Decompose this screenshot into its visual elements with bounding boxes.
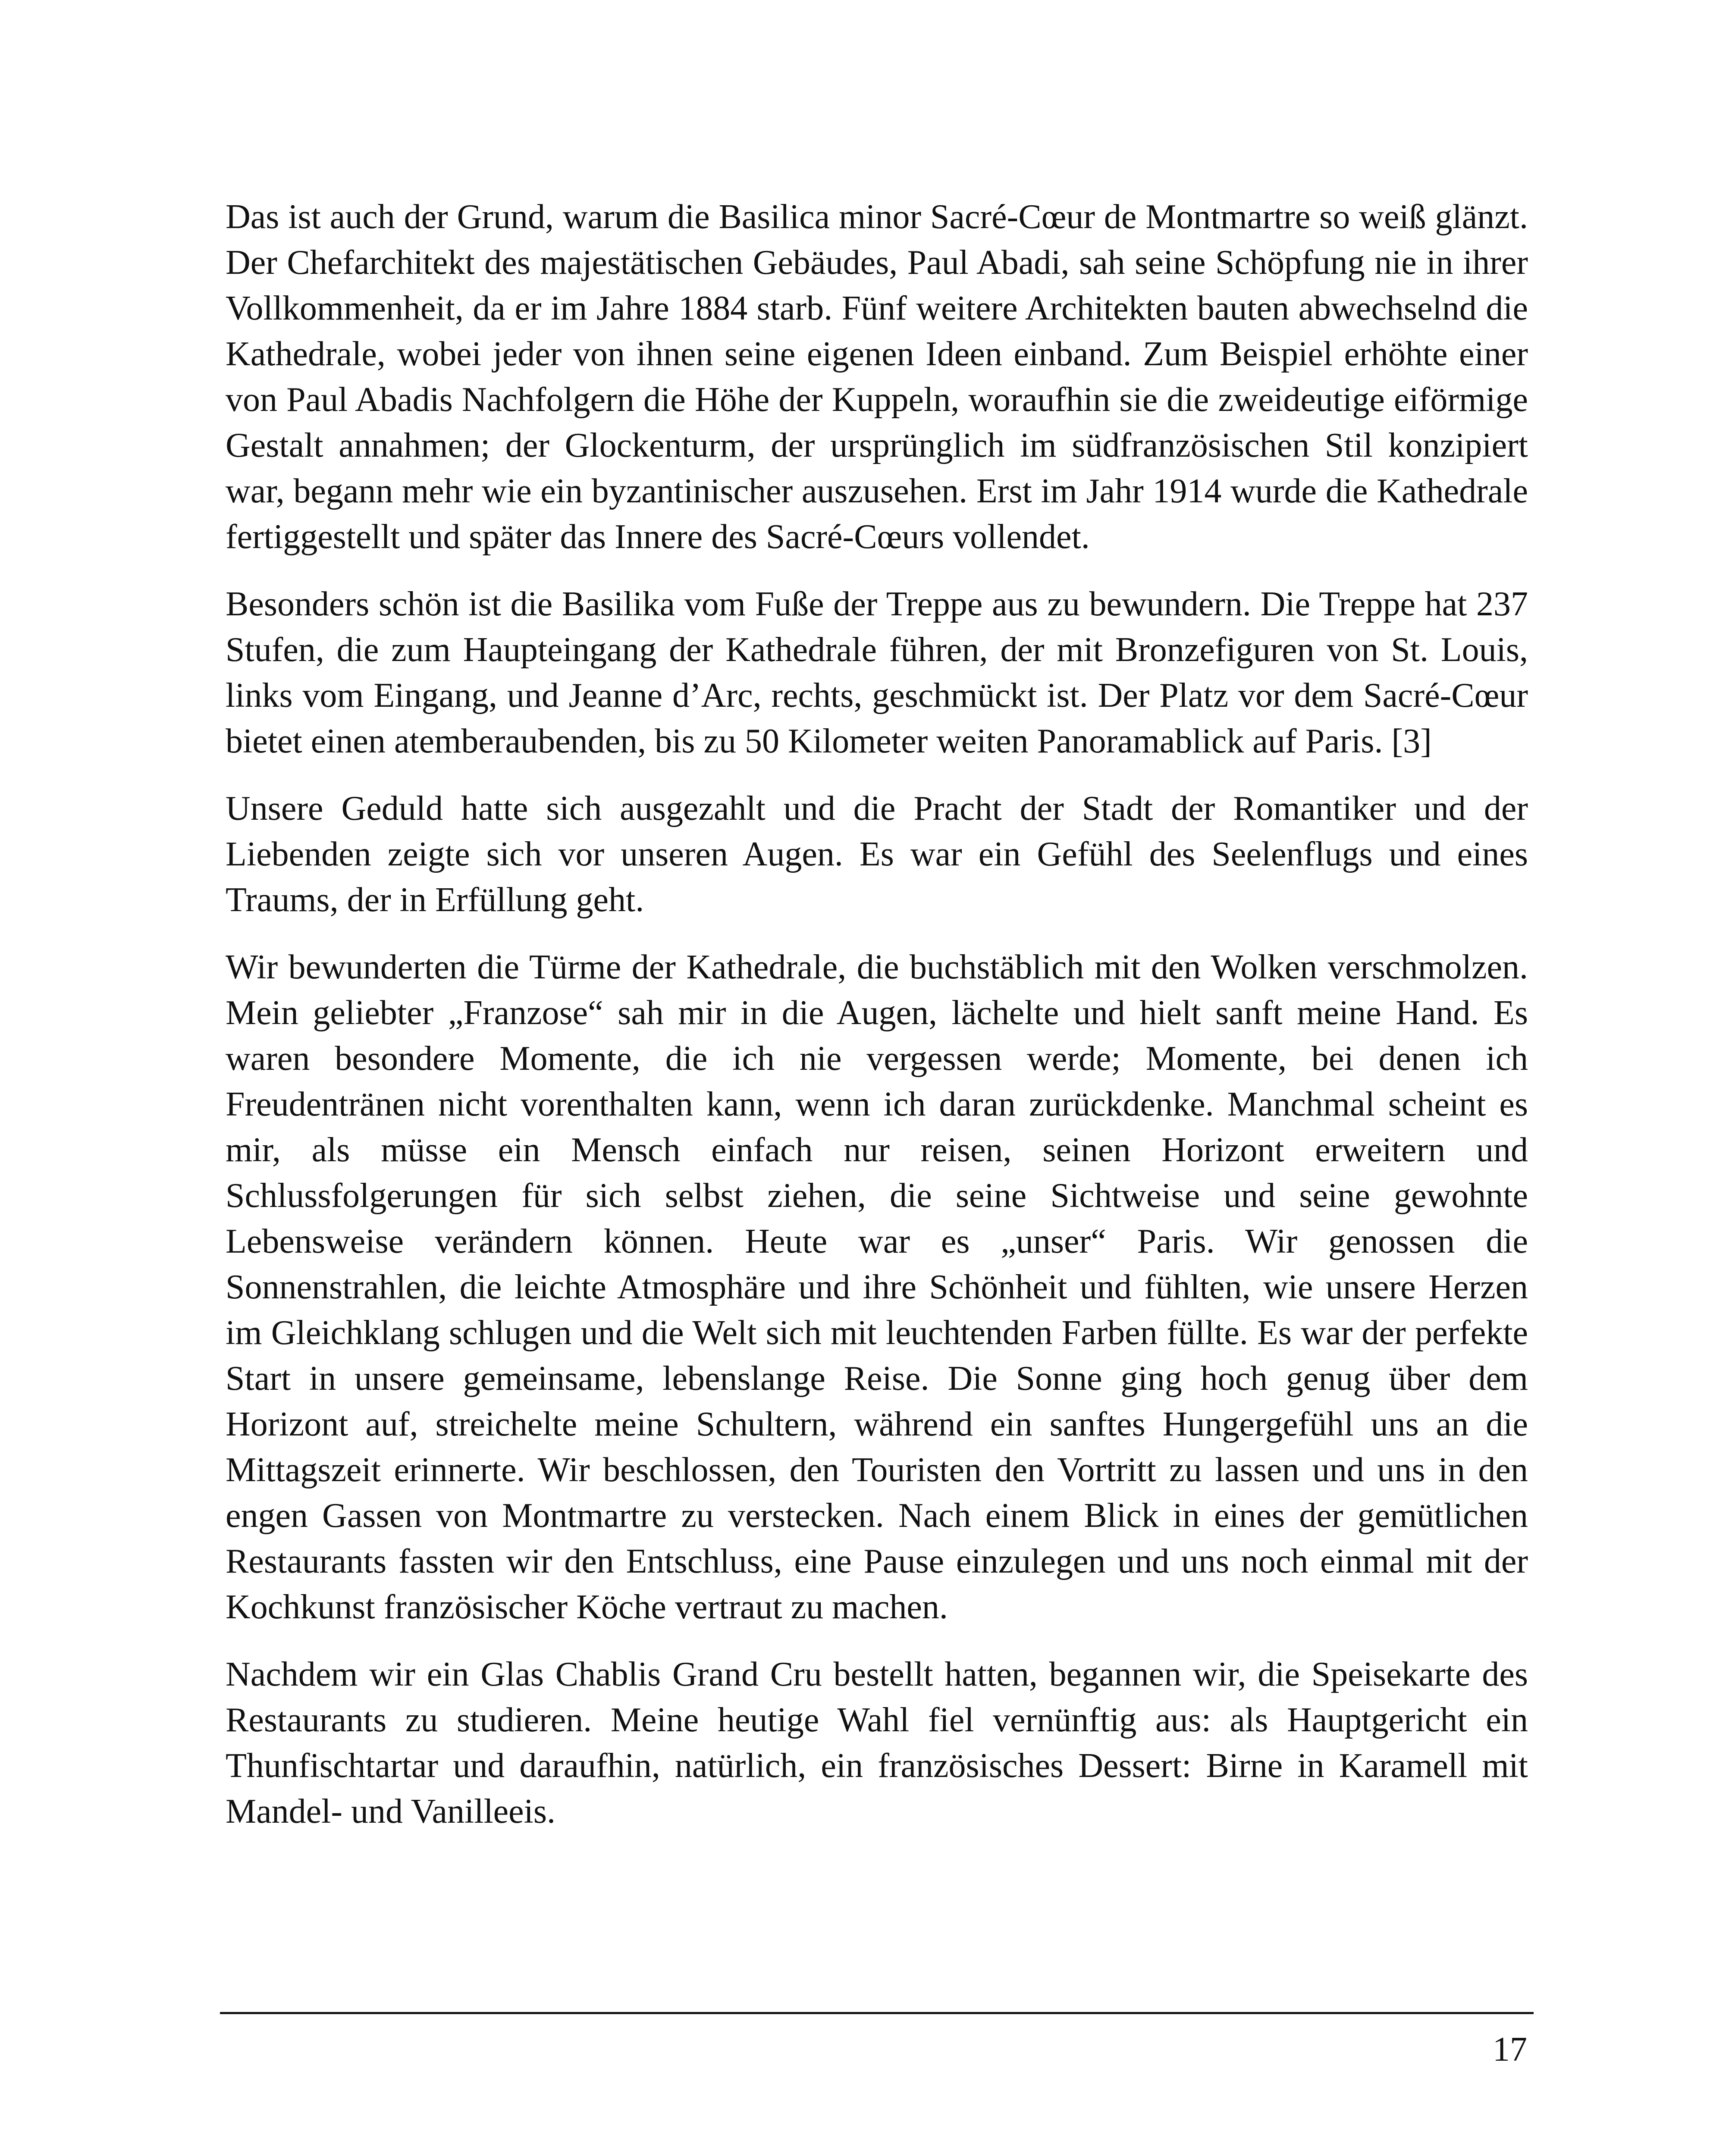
- body-text: [226, 194, 1528, 1856]
- paragraph-4: Wir bewunderten die Türme der Kathedrale, die buchstäblich mit den Wolken verschmolzen. Mein geliebter „Franzose“ sah mir in die Augen, lächelte und hielt sanft meine Hand. Es waren besondere Momente, die ich nie vergessen werde; Momente, bei denen ich Freudentränen nicht vorenthalten kann, wenn ich daran zurückdenke. Manchmal scheint es mir, als müsse ein Mensch einfach nur reisen, seinen Horizont erweitern und Schlussfolgerungen für sich selbst ziehen, die seine Sichtweise und seine gewohnte Lebensweise verändern können. Heute war es „unser“ Paris. Wir genossen die Sonnenstrahlen, die leichte Atmosphäre und ihre Schönheit und fühlten, wie unsere Herzen im Gleichklang schlugen und die Welt sich mit leuchtenden Farben füllte. Es war der perfekte Start in unsere gemeinsame, lebenslange Reise. Die Sonne ging hoch genug über dem Horizont auf, streichelte meine Schultern, während ein sanftes Hungergefühl uns an die Mittagszeit erinnerte. Wir beschlossen, den Touristen den Vortritt zu lassen und uns in den engen Gassen von Montmartre zu verstecken. Nach einem Blick in eines der gemütlichen Restaurants fassten wir den Entschluss, eine Pause einzulegen und uns noch einmal mit der Kochkunst französischer Köche vertraut zu machen.: [226, 948, 1528, 1626]
- page-number: 17: [1493, 2031, 1527, 2068]
- footer-divider: [220, 2012, 1534, 2014]
- paragraph-3: Unsere Geduld hatte sich ausgezahlt und die Pracht der Stadt der Romantiker und der Liebenden zeigte sich vor unseren Augen. Es war ein Gefühl des Seelenflugs und eines Traums, der in Erfüllung geht.: [226, 790, 1528, 919]
- paragraph-5: Nachdem wir ein Glas Chablis Grand Cru bestellt hatten, begannen wir, die Speisekarte des Restaurants zu studieren. Meine heutige Wahl fiel vernünftig aus: als Hauptgericht ein Thunfischtartar und daraufhin, natürlich, ein französisches Dessert: Birne in Karamell mit Mandel- und Vanilleeis.: [226, 1655, 1528, 1830]
- paragraph-1: Das ist auch der Grund, warum die Basilica minor Sacré-Cœur de Montmartre so weiß glänzt. Der Chefarchitekt des majestätischen Gebäudes, Paul Abadi, sah seine Schöpfung nie in ihrer Vollkommenheit, da er im Jahre 1884 starb. Fünf weitere Architekten bauten abwechselnd die Kathedrale, wobei jeder von ihnen seine eigenen Ideen einband. Zum Beispiel erhöhte einer von Paul Abadis Nachfolgern die Höhe der Kuppeln, woraufhin sie die zweideutige eiförmige Gestalt annahmen; der Glockenturm, der ursprünglich im südfranzösischen Stil konzipiert war, begann mehr wie ein byzantinischer auszusehen. Erst im Jahr 1914 wurde die Kathedrale fertiggestellt und später das Innere des Sacré-Cœurs vollendet.: [226, 198, 1528, 556]
- paragraph-2: Besonders schön ist die Basilika vom Fuße der Treppe aus zu bewundern. Die Treppe hat 237 Stufen, die zum Haupteingang der Kathedrale führen, der mit Bronzefiguren von St. Louis, links vom Eingang, und Jeanne d’Arc, rechts, geschmückt ist. Der Platz vor dem Sacré-Cœur bietet einen atemberaubenden, bis zu 50 Kilometer weiten Panoramablick auf Paris. [3]: [226, 585, 1528, 760]
